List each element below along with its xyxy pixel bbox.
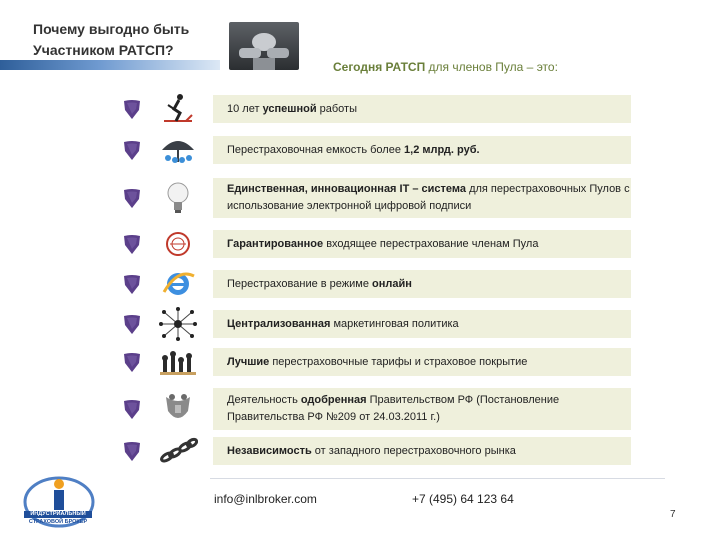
- benefit-text-part: работы: [316, 102, 358, 115]
- internet-explorer-icon: [158, 266, 198, 302]
- benefit-item: [213, 178, 631, 218]
- bullet-shield-icon: [123, 352, 141, 372]
- chess-pieces-icon: [158, 344, 198, 380]
- benefit-text-bold: онлайн: [372, 277, 412, 290]
- benefit-item: [213, 388, 631, 430]
- benefit-text-part: Перестрахование в режиме: [227, 277, 373, 290]
- benefit-text-part: перестраховочные тарифы и страховое покрытие: [269, 355, 528, 368]
- benefit-text-bold: Единственная, инновационная IT – система: [227, 183, 467, 195]
- benefit-text-bold: успешной: [262, 102, 317, 115]
- stamp-icon: [158, 226, 198, 262]
- benefit-text-bold: Централизованная: [227, 317, 331, 330]
- logo-text-line-1: ИНДУСТРИАЛЬНЫЙ: [24, 511, 92, 518]
- benefit-text: [227, 236, 538, 253]
- benefit-item: [213, 230, 631, 258]
- subtitle-bold: Сегодня РАТСП: [333, 60, 426, 74]
- benefit-text-part: для перестраховочных Пулов с использование электронной цифровой подписи: [227, 183, 630, 212]
- bullet-shield-icon: [123, 234, 141, 254]
- logo-text-line-2: СТРАХОВОЙ БРОКЕР: [28, 519, 88, 525]
- subtitle-rest: для членов Пула – это:: [425, 60, 558, 74]
- benefit-item: [213, 437, 631, 465]
- benefit-item: [213, 136, 631, 164]
- broken-chain-icon: [158, 433, 198, 469]
- coat-of-arms-icon: [158, 391, 198, 427]
- bullet-shield-icon: [123, 441, 141, 461]
- benefit-text-part: от западного перестраховочного рынка: [311, 444, 516, 457]
- arm-wrestling-photo: [229, 22, 299, 70]
- benefit-text-bold: Лучшие: [227, 355, 270, 368]
- benefit-text-bold: Независимость: [227, 444, 312, 457]
- benefit-text: [227, 101, 357, 118]
- benefit-text: [227, 276, 412, 293]
- benefit-text: [227, 354, 527, 371]
- skier-icon: [158, 91, 198, 127]
- benefit-item: [213, 95, 631, 123]
- benefit-item: [213, 348, 631, 376]
- benefit-item: [213, 310, 631, 338]
- benefit-text-part: Правительством РФ (Постановление Правительства РФ №209 от 24.03.2011 г.): [227, 394, 560, 423]
- footer-divider: [210, 478, 665, 479]
- footer-phone: +7 (495) 64 123 64: [412, 492, 514, 506]
- benefit-text-part: 10 лет: [227, 102, 263, 115]
- title-line-1: Почему выгодно быть: [33, 21, 190, 37]
- bullet-shield-icon: [123, 274, 141, 294]
- benefit-item: [213, 270, 631, 298]
- bullet-shield-icon: [123, 140, 141, 160]
- benefit-text: [227, 316, 459, 333]
- network-hub-icon: [158, 306, 198, 342]
- bullet-shield-icon: [123, 314, 141, 334]
- benefit-text-bold: одобренная: [300, 394, 367, 406]
- bullet-shield-icon: [123, 99, 141, 119]
- subtitle: [333, 60, 558, 74]
- page-title: [33, 19, 189, 61]
- benefit-text: [227, 392, 631, 426]
- benefit-text-part: входящее перестрахование членам Пула: [323, 237, 539, 250]
- benefit-text-bold: 1,2 млрд. руб.: [404, 143, 480, 156]
- benefit-text: [227, 142, 480, 159]
- title-line-2: Участником РАТСП?: [33, 42, 174, 58]
- bullet-shield-icon: [123, 188, 141, 208]
- benefit-text-part: маркетинговая политика: [330, 317, 459, 330]
- umbrella-icon: [158, 132, 198, 168]
- page-number: 7: [670, 509, 676, 520]
- benefit-text-part: Перестраховочная емкость более: [227, 143, 405, 156]
- benefit-text: [227, 181, 631, 215]
- footer-email[interactable]: info@inlbroker.com: [214, 492, 317, 506]
- benefit-text: [227, 443, 516, 460]
- benefit-text-part: Деятельность: [227, 394, 301, 406]
- benefit-text-bold: Гарантированное: [227, 237, 324, 250]
- bullet-shield-icon: [123, 399, 141, 419]
- title-underline-bar: [0, 60, 220, 70]
- light-bulb-icon: [158, 180, 198, 216]
